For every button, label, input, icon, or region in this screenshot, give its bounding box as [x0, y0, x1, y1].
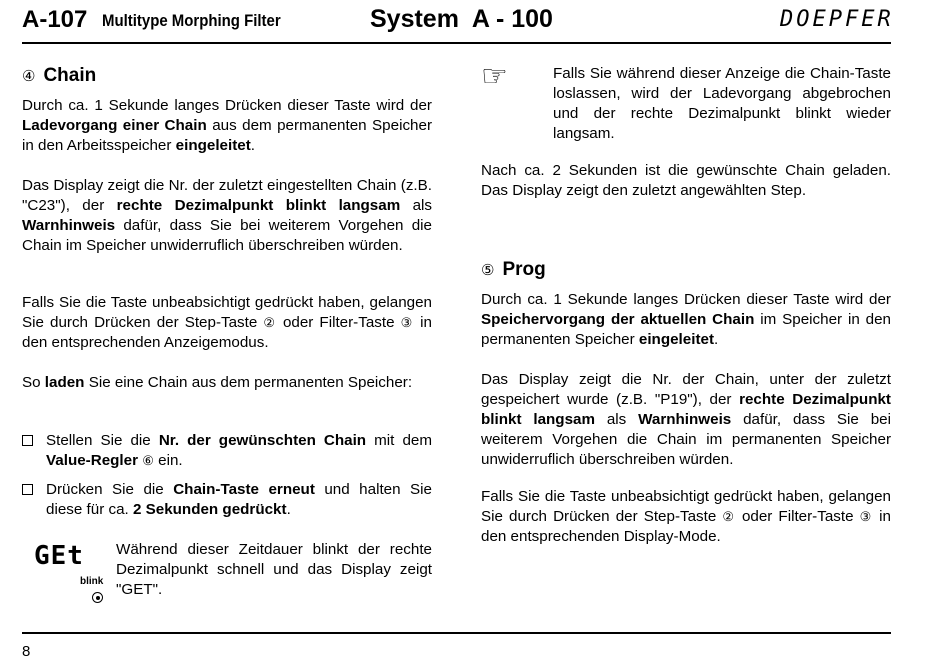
heading-label: Chain [43, 65, 97, 86]
header-rule [22, 42, 891, 44]
paragraph: So laden Sie eine Chain aus dem permanenten Speicher: [22, 374, 413, 391]
checkbox-bullet-icon [22, 484, 33, 495]
display-note: Während dieser Zeitdauer blinkt der rechte Dezimalpunkt schnell und das Display zeigt "GET". [116, 541, 432, 598]
heading-number: ④ [22, 68, 36, 85]
list-item: Stellen Sie die Nr. der gewünschten Chain mit dem Value-Regler ⑥ ein. [22, 431, 432, 471]
heading-label: Prog [502, 259, 546, 280]
display-illustration [34, 542, 106, 592]
left-column [22, 64, 432, 89]
list-item: Drücken Sie die Chain-Taste erneut und halten Sie diese für ca. 2 Sekunden gedrückt. [22, 480, 432, 520]
section-heading-chain [22, 64, 432, 89]
page-number: 8 [22, 643, 31, 660]
seven-segment-display: GEt [34, 541, 84, 571]
section-heading-prog [481, 258, 891, 283]
checkbox-bullet-icon [22, 435, 33, 446]
brand-logo: DOEPFER [780, 7, 894, 32]
module-title: Multitype Morphing Filter [102, 11, 281, 30]
note-paragraph: Falls Sie während dieser Anzeige die Chain-Taste loslassen, wird der Ladevorgang abgebrochen und der rechte Dezimalpunkt blinkt wieder langsam. [553, 65, 891, 142]
paragraph: Durch ca. 1 Sekunde langes Drücken dieser Taste wird der Ladevorgang einer Chain aus dem permanenten Speicher in den Arbeitsspeicher eingeleitet. [22, 97, 432, 154]
paragraph: Falls Sie die Taste unbeabsichtigt gedrückt haben, gelangen Sie durch Drücken der Step-Taste ② oder Filter-Taste ③ in den entsprechenden Anzeigemodus. [22, 294, 432, 351]
system-title: System A - 100 [370, 5, 553, 33]
paragraph: Das Display zeigt die Nr. der zuletzt eingestellten Chain (z.B. "C23"), der rechte Dezimalpunkt blinkt langsam als Warnhinweis dafür, dass Sie bei weiterem Vorgehen die Chain im Speicher unwiderruflich überschreiben würden. [22, 177, 433, 254]
paragraph: Das Display zeigt die Nr. der Chain, unter der zuletzt gespeichert wurde (z.B. "P19"), der rechte Dezimalpunkt blinkt langsam als Warnhinweis dafür, dass Sie bei weiterem Vorgehen die Chain im permanenten Speicher unwiderruflich überschreiben würden. [481, 371, 891, 468]
blink-label: blink [80, 576, 104, 587]
module-number: A-107 [22, 6, 88, 33]
paragraph: Nach ca. 2 Sekunden ist die gewünschte Chain geladen. Das Display zeigt den zuletzt angewählten Step. [481, 162, 891, 199]
paragraph: Durch ca. 1 Sekunde langes Drücken dieser Taste wird der Speichervorgang der aktuellen Chain im Speicher in den permanenten Speicher eingeleitet. [481, 291, 891, 348]
decimal-point-icon [92, 592, 103, 603]
paragraph: Falls Sie die Taste unbeabsichtigt gedrückt haben, gelangen Sie durch Drücken der Step-Taste ② oder Filter-Taste ③ in den entsprechenden Display-Mode. [481, 488, 891, 545]
pointing-hand-icon: ☞ [481, 60, 508, 93]
heading-number: ⑤ [481, 262, 495, 279]
footer-rule [22, 632, 891, 634]
